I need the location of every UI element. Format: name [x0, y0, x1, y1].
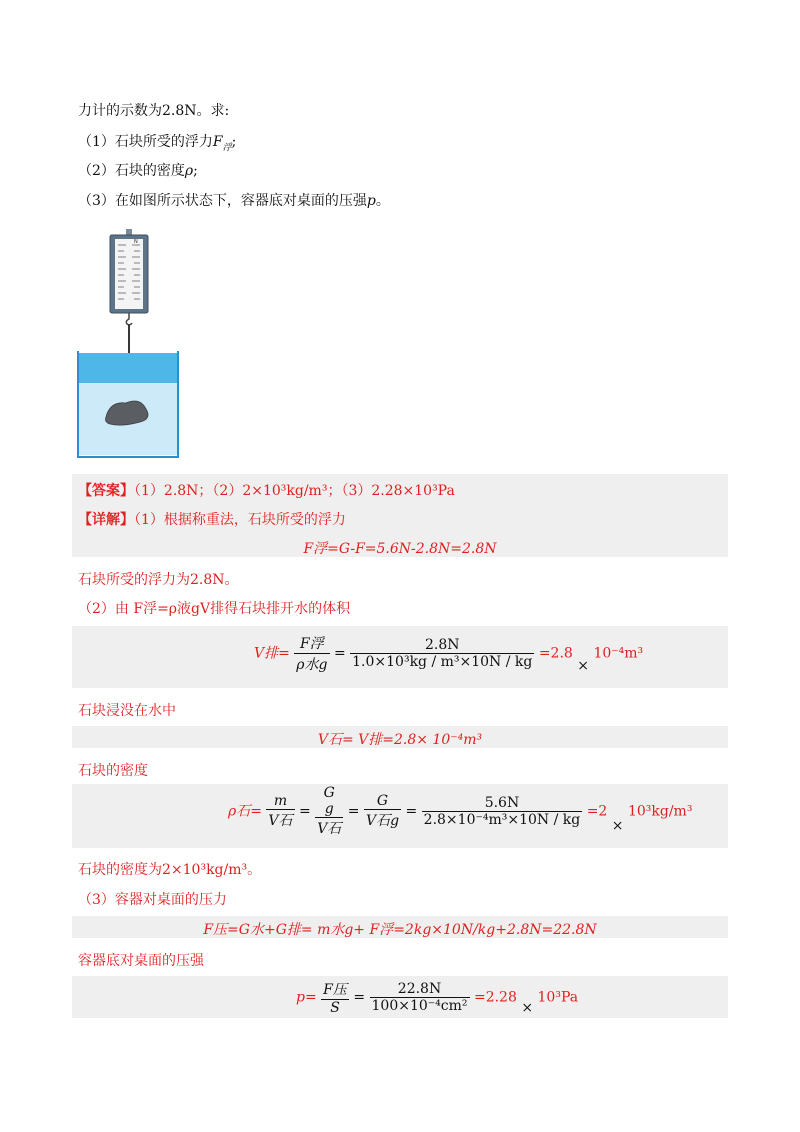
equation-1: F浮=G-F=5.6N-2.8N=2.8N: [303, 541, 497, 557]
scale-unit-label: N: [134, 239, 138, 245]
detail-step-5: （3）容器对桌面的压力: [78, 892, 227, 908]
scale-face: [115, 239, 143, 309]
equation-6: p= $\frac{\text{F压}}{S}$ = $\frac{22.8N}{\text{100×10⁻⁴cm²}}$ =2.28 × 10³Pa: [296, 981, 579, 1016]
answer-line: 【答案】（1）2.8N；（2）2×10³kg/m³；（3）2.28×10³Pa: [78, 483, 455, 499]
equation-2: V排= $\frac{\text{F浮}}{\text{ρ水g}}$ = $\frac{2.8N}{\text{1.0×10³kg / m³×10N / kg}}$ =2.8 × 10⁻⁴m³: [254, 633, 643, 674]
detail-step-2: （2）由 F浮=ρ液gV排得石块排开水的体积: [78, 601, 351, 617]
intro-line: 力计的示数为2.8N。求:: [78, 103, 230, 119]
scale-top-ring: [126, 229, 132, 235]
result-1: 石块所受的浮力为2.8N。: [78, 572, 239, 588]
scale-hook-icon: [126, 313, 132, 325]
experiment-figure: [74, 225, 184, 463]
detail-step-6: 容器底对桌面的压强: [78, 953, 204, 969]
equation-4: ρ石= $\frac{m}{\text{V石}}$ = G g V石 = $\frac{G}{\text{V石g}}$ = $\frac{5.6N}{\text{2.8×10⁻⁴m³×10N / kg}}$ =2 × 10³kg/m³: [228, 785, 693, 837]
result-4: 石块的密度为2×10³kg/m³。: [78, 862, 262, 878]
question-3: （3）在如图所示状态下，容器底对桌面的压强p。: [78, 193, 390, 209]
water-surface: [79, 353, 177, 383]
detail-step-1: 【详解】（1）根据称重法，石块所受的浮力: [78, 512, 346, 528]
question-2: （2）石块的密度ρ;: [78, 163, 198, 179]
detail-step-3: 石块浸没在水中: [78, 703, 176, 719]
equation-5: F压=G水+G排= m水g+ F浮=2kg×10N/kg+2.8N=22.8N: [203, 922, 597, 938]
equation-3: V石= V排=2.8× 10⁻⁴m³: [317, 732, 483, 748]
detail-step-4: 石块的密度: [78, 763, 148, 779]
question-1: （1）石块所受的浮力$F_浮$;: [78, 134, 237, 153]
